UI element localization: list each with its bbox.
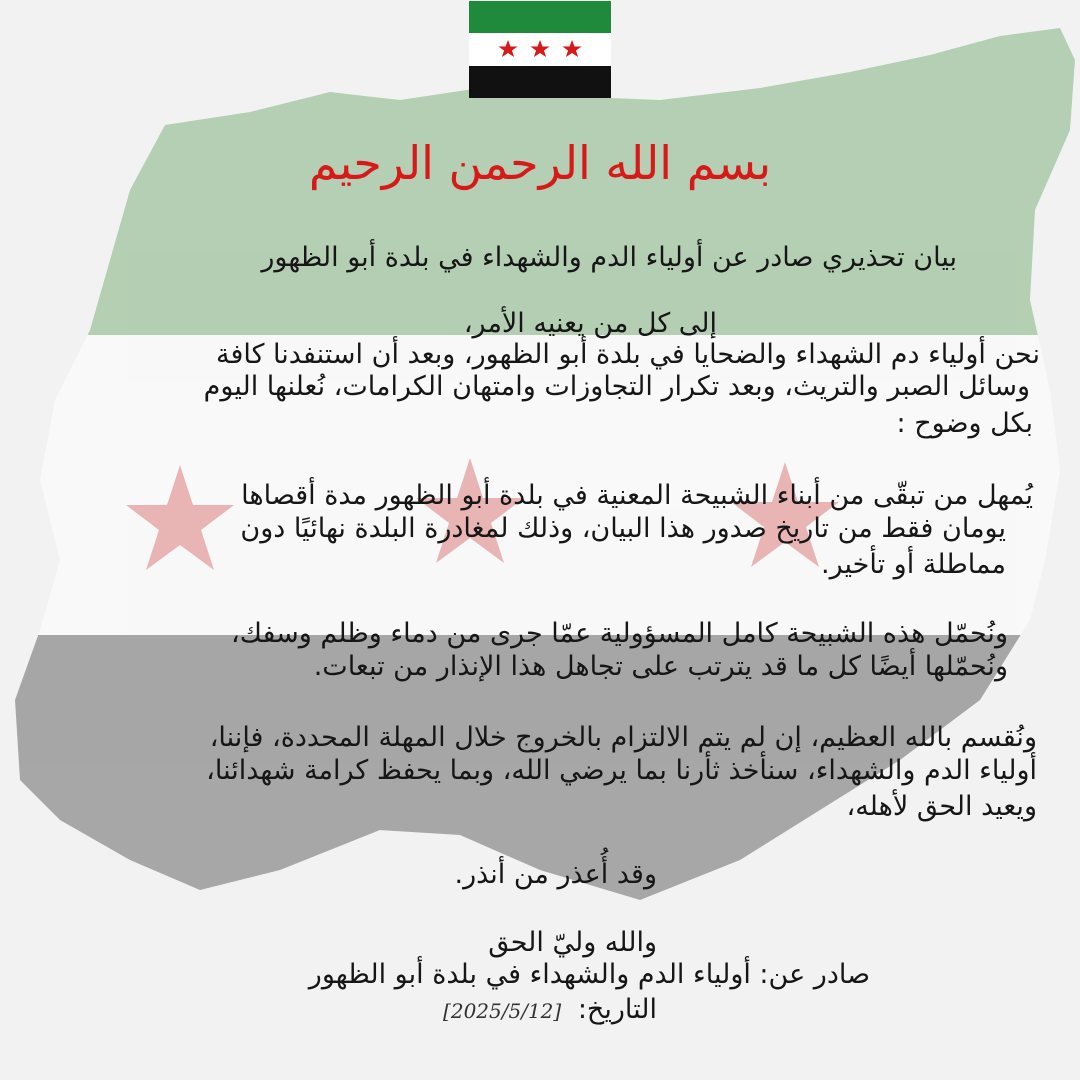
responsibility-line-1: ونُحمّل هذه الشبيحة كامل المسؤولية عمّا جرى من دماء وظلم وسفك، xyxy=(230,618,1008,649)
date-line xyxy=(443,995,657,1026)
syrian-flag-icon xyxy=(469,1,611,98)
flag-top-band xyxy=(469,1,611,33)
basmala-heading: بسم الله الرحمن الرحيم xyxy=(308,136,772,190)
salutation-line: إلى كل من يعنيه الأمر، xyxy=(463,308,717,339)
statement-title: بيان تحذيري صادر عن أولياء الدم والشهداء في بلدة أبو الظهور xyxy=(261,242,957,273)
ultimatum-line-2: يومان فقط من تاريخ صدور هذا البيان، وذلك لمغادرة البلدة نهائيًا دون xyxy=(240,513,1006,544)
intro-line-1: نحن أولياء دم الشهداء والضحايا في بلدة أبو الظهور، وبعد أن استنفدنا كافة xyxy=(216,339,1040,370)
ultimatum-line-1: يُمهل من تبقّى من أبناء الشبيحة المعنية في بلدة أبو الظهور مدة أقصاها xyxy=(241,480,1033,511)
flag-bottom-band xyxy=(469,66,611,98)
intro-line-3: بكل وضوح : xyxy=(896,408,1033,439)
issued-by-line: صادر عن: أولياء الدم والشهداء في بلدة أبو الظهور xyxy=(308,959,870,990)
closing-line: والله وليّ الحق xyxy=(488,927,657,958)
oath-line-2: أولياء الدم والشهداء، سنأخذ ثأرنا بما يرضي الله، وبما يحفظ كرامة شهدائنا، xyxy=(206,755,1037,786)
ultimatum-line-3: مماطلة أو تأخير. xyxy=(821,549,1006,580)
warning-line: وقد أُعذر من أنذر. xyxy=(454,859,657,890)
intro-line-2: وسائل الصبر والتريث، وبعد تكرار التجاوزات وامتهان الكرامات، نُعلنها اليوم xyxy=(203,371,1030,402)
date-label: التاريخ: xyxy=(577,994,657,1025)
oath-line-3: ويعيد الحق لأهله، xyxy=(846,791,1037,822)
date-value: [2025/5/12] xyxy=(443,999,562,1023)
responsibility-line-2: ونُحمّلها أيضًا كل ما قد يترتب على تجاهل هذا الإنذار من تبعات. xyxy=(313,651,1008,682)
oath-line-1: ونُقسم بالله العظيم، إن لم يتم الالتزام بالخروج خلال المهلة المحددة، فإننا، xyxy=(209,722,1037,753)
